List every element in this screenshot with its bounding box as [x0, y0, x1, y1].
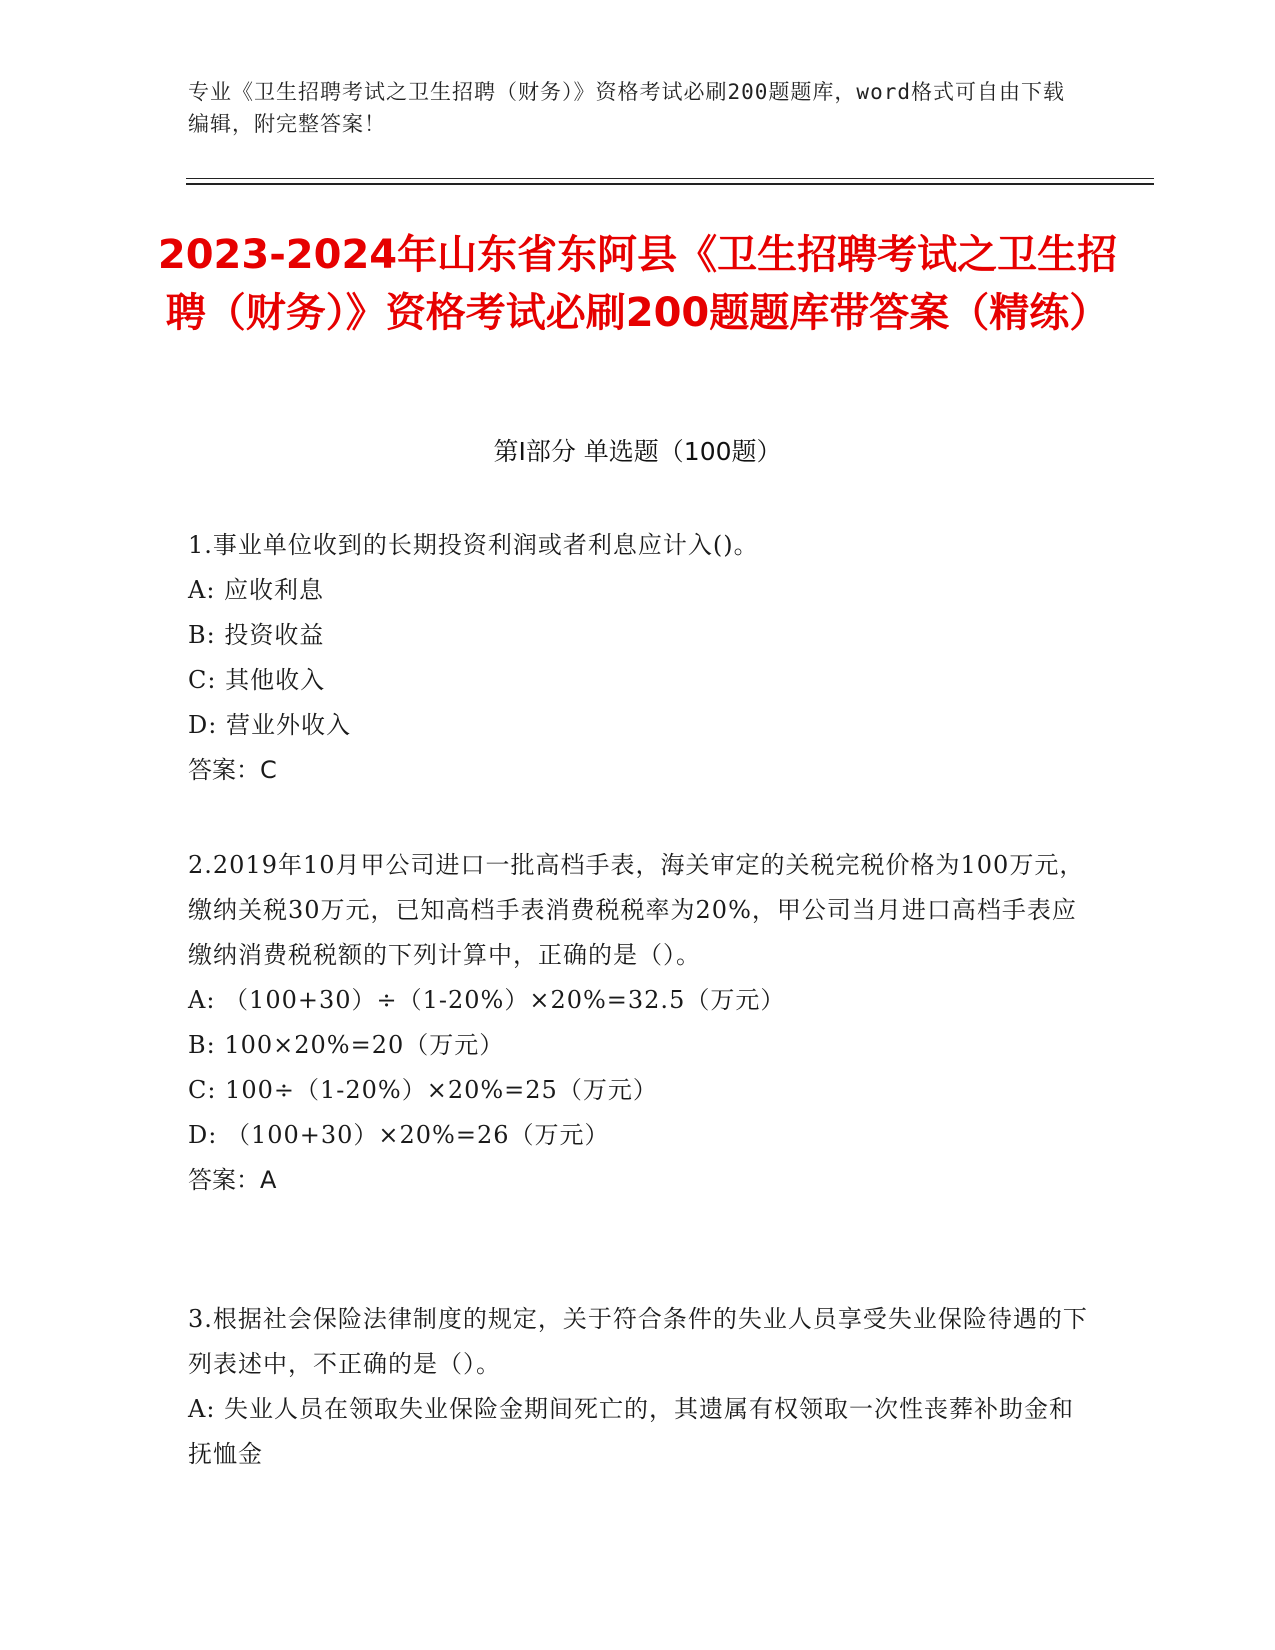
- option-c: C: 其他收入: [188, 666, 326, 694]
- question-3: [188, 1297, 1088, 1477]
- option-c: C: 100÷（1-20%）×20%=25（万元）: [188, 1076, 658, 1104]
- question-2: [188, 843, 1088, 1203]
- question-text: 3.根据社会保险法律制度的规定，关于符合条件的失业人员享受失业保险待遇的下列表述中，不正确的是（）。: [188, 1305, 1088, 1378]
- option-a: A: （100+30）÷（1-20%）×20%=32.5（万元）: [188, 986, 786, 1014]
- header-rule-thick: [186, 183, 1154, 185]
- header-rule: [186, 178, 1154, 179]
- document-title: 2023-2024年山东省东阿县《卫生招聘考试之卫生招聘（财务）》资格考试必刷200题题库带答案（精练）: [157, 232, 1118, 336]
- option-b: B: 100×20%=20（万元）: [188, 1031, 505, 1059]
- option-a: A: 应收利息: [188, 576, 325, 604]
- section-heading: 第I部分 单选题（100题）: [493, 437, 782, 466]
- option-d: D: 营业外收入: [188, 711, 351, 739]
- answer: 答案：A: [188, 1166, 277, 1194]
- question-text: 2.2019年10月甲公司进口一批高档手表，海关审定的关税完税价格为100万元，缴纳关税30万元，已知高档手表消费税税率为20%，甲公司当月进口高档手表应缴纳消费税税额的下列计算中，正确的是（）。: [188, 851, 1085, 969]
- answer: 答案：C: [188, 756, 277, 784]
- option-b: B: 投资收益: [188, 621, 325, 649]
- option-a: A: 失业人员在领取失业保险金期间死亡的，其遗属有权领取一次性丧葬补助金和抚恤金: [188, 1395, 1075, 1468]
- header-note: 专业《卫生招聘考试之卫生招聘（财务）》资格考试必刷200题题库，word格式可自由下载编辑，附完整答案！: [188, 80, 1065, 136]
- option-d: D: （100+30）×20%=26（万元）: [188, 1121, 610, 1149]
- question-text: 1.事业单位收到的长期投资利润或者利息应计入()。: [188, 531, 759, 559]
- question-1: [188, 523, 1088, 793]
